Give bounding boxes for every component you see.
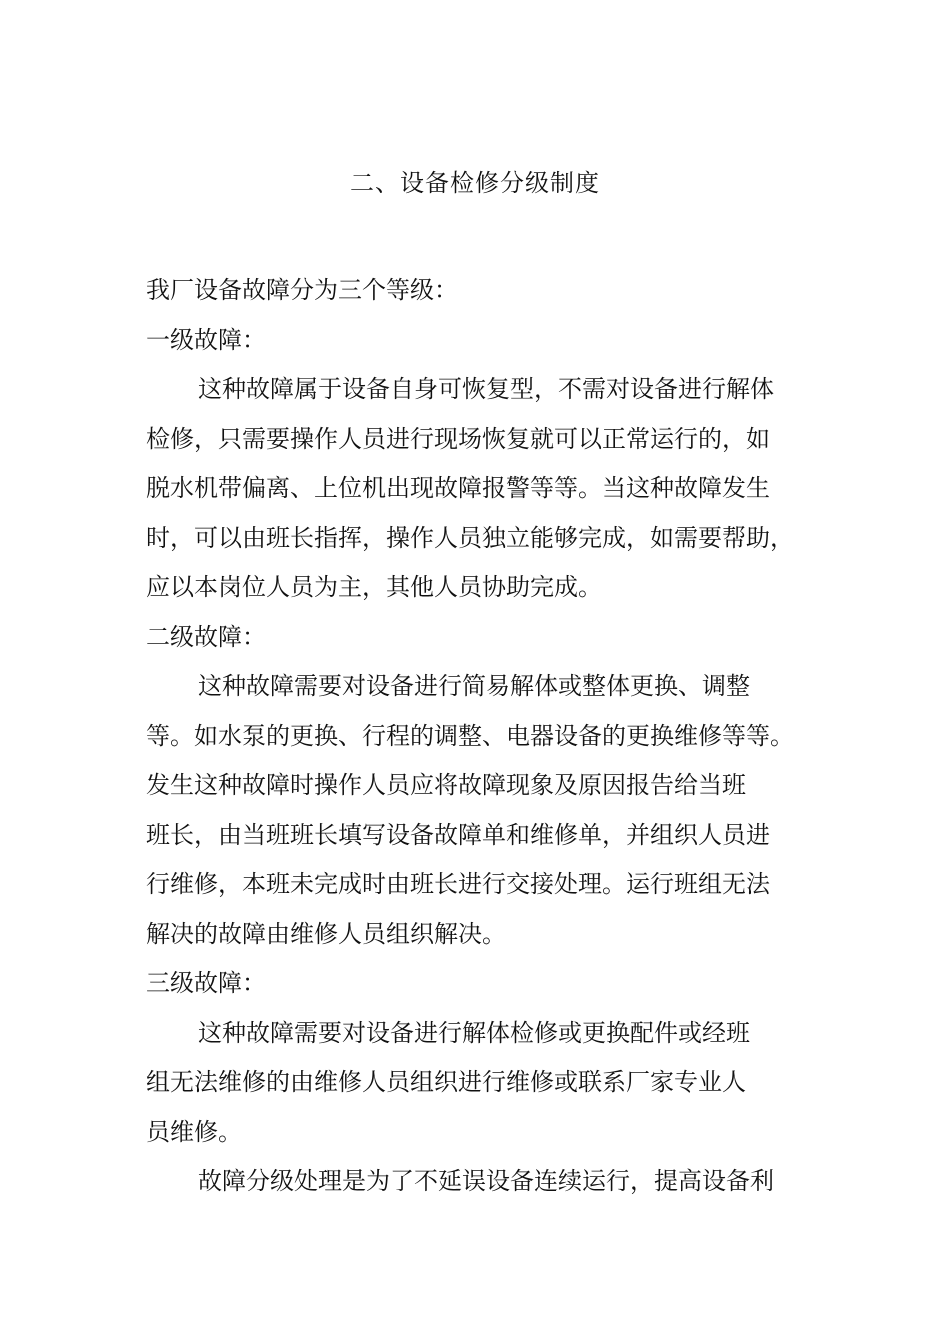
level3-heading-text: 三级故障： [146, 969, 266, 997]
paragraph-line: 这种故障需要对设备进行简易解体或整体更换、调整 [198, 672, 750, 700]
paragraph-line: 解决的故障由维修人员组织解决。 [146, 919, 506, 948]
level1-heading [146, 316, 810, 366]
paragraph-line: 发生这种故障时操作人员应将故障现象及原因报告给当班 [146, 771, 746, 799]
intro-line: 我厂设备故障分为三个等级： [146, 276, 458, 304]
paragraph-line: 组无法维修的由维修人员组织进行维修或联系厂家专业人 [146, 1068, 746, 1096]
intro-paragraph [146, 266, 810, 316]
level2-heading [146, 613, 810, 663]
paragraph-line: 检修，只需要操作人员进行现场恢复就可以正常运行的，如 [146, 424, 770, 453]
paragraph-line: 班长，由当班班长填写设备故障单和维修单，并组织人员进 [146, 820, 770, 849]
level2-heading-text: 二级故障： [146, 622, 266, 651]
paragraph-line: 行维修，本班未完成时由班长进行交接处理。运行班组无法 [146, 870, 770, 898]
paragraph-line: 这种故障需要对设备进行解体检修或更换配件或经班 [198, 1018, 750, 1047]
paragraph-line: 时，可以由班长指挥，操作人员独立能够完成，如需要帮助， [146, 523, 794, 552]
level3-paragraph [146, 1009, 810, 1158]
document-title: 二、设备检修分级制度 [350, 169, 600, 197]
document-body [146, 266, 810, 1207]
paragraph-line: 应以本岗位人员为主，其他人员协助完成。 [146, 573, 602, 601]
level2-paragraph [146, 662, 810, 959]
paragraph-line: 等。如水泵的更换、行程的调整、电器设备的更换维修等等。 [146, 721, 794, 750]
level1-paragraph [146, 365, 810, 613]
level3-heading [146, 959, 810, 1009]
level1-heading-text: 一级故障： [146, 325, 266, 354]
paragraph-line: 员维修。 [146, 1117, 242, 1146]
paragraph-line: 这种故障属于设备自身可恢复型，不需对设备进行解体 [198, 375, 774, 403]
paragraph-line: 故障分级处理是为了不延误设备连续运行，提高设备利 [198, 1167, 774, 1195]
paragraph-line: 脱水机带偏离、上位机出现故障报警等等。当这种故障发生 [146, 474, 770, 502]
closing-paragraph [146, 1157, 810, 1207]
